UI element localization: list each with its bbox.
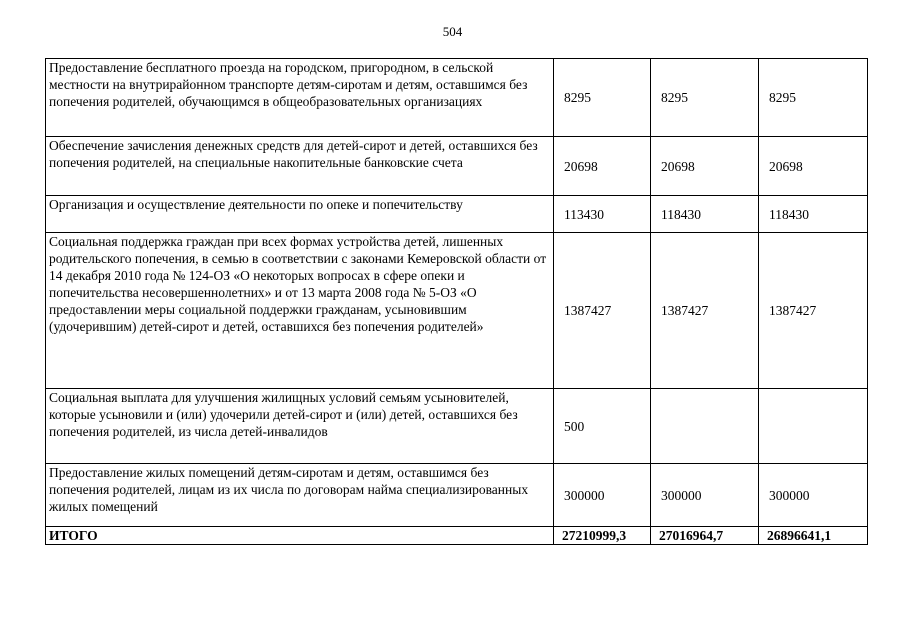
table-row [46, 464, 868, 527]
table-row [46, 389, 868, 464]
row-value-1: 300000 [554, 464, 651, 527]
row-value-3: 300000 [759, 464, 868, 527]
row-description: Предоставление жилых помещений детям-сиротам и детям, оставшимся без попечения родителей, лицам из их числа по договорам найма специализированных жилых помещений [46, 464, 554, 527]
row-value-2: 300000 [651, 464, 759, 527]
total-value-3: 26896641,1 [759, 527, 868, 545]
row-description: Социальная поддержка граждан при всех формах устройства детей, лишенных родительского попечения, в семью в соответствии с законами Кемеровской области от 14 декабря 2010 года № 124-ОЗ «О некоторых вопросах в сфере опеки и попечительства несовершеннолетних» и от 13 марта 2008 года № 5-ОЗ «О предоставлении меры социальной поддержки гражданам, усыновившим (удочерившим) детей-сирот и детей, оставшихся без попечения родителей» [46, 233, 554, 389]
table-row [46, 233, 868, 389]
table-row [46, 196, 868, 233]
total-value-2: 27016964,7 [651, 527, 759, 545]
row-value-2: 8295 [651, 59, 759, 137]
row-value-1: 8295 [554, 59, 651, 137]
row-value-3: 20698 [759, 137, 868, 196]
row-value-3 [759, 389, 868, 464]
page-number: 504 [442, 24, 463, 39]
row-value-1: 500 [554, 389, 651, 464]
row-description: Предоставление бесплатного проезда на городском, пригородном, в сельской местности на внутрирайонном транспорте детям-сиротам и детям, оставшимся без попечения родителей, обучающимся в общеобразовательных организациях [46, 59, 554, 137]
row-value-3: 8295 [759, 59, 868, 137]
total-row [46, 527, 868, 545]
row-description: Обеспечение зачисления денежных средств для детей-сирот и детей, оставшихся без попечения родителей, на специальные накопительные банковские счета [46, 137, 554, 196]
row-value-2: 118430 [651, 196, 759, 233]
row-description: Социальная выплата для улучшения жилищных условий семьям усыновителей, которые усыновили и (или) удочерили детей-сирот и (или) детей, оставшихся без попечения родителей, из числа детей-инвалидов [46, 389, 554, 464]
row-value-3: 118430 [759, 196, 868, 233]
table-row [46, 137, 868, 196]
total-label: ИТОГО [46, 527, 554, 545]
row-value-1: 20698 [554, 137, 651, 196]
row-value-2 [651, 389, 759, 464]
row-value-1: 1387427 [554, 233, 651, 389]
table-row [46, 59, 868, 137]
row-description: Организация и осуществление деятельности по опеке и попечительству [46, 196, 554, 233]
total-value-1: 27210999,3 [554, 527, 651, 545]
row-value-2: 20698 [651, 137, 759, 196]
row-value-3: 1387427 [759, 233, 868, 389]
budget-table [45, 58, 868, 545]
row-value-2: 1387427 [651, 233, 759, 389]
row-value-1: 113430 [554, 196, 651, 233]
